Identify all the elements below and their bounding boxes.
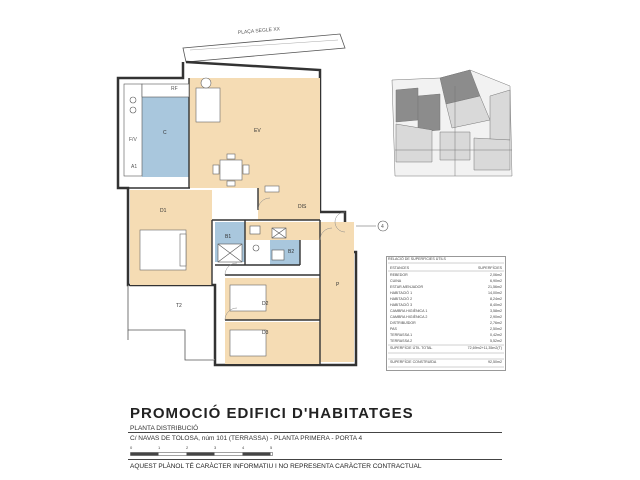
page-title: PROMOCIÓ EDIFICI D'HABITATGES	[130, 405, 414, 422]
scale-tick-label: 3	[214, 445, 217, 450]
total-value: 72,69m2+11,35m2(T)	[467, 346, 502, 350]
room-area: 2,50m2	[490, 327, 502, 331]
room-name: CUINA	[390, 279, 402, 283]
bed-3	[230, 330, 266, 356]
room-label-bath-1: B1	[225, 234, 232, 240]
scale-tick-label: 1	[158, 445, 161, 450]
table-title: RELACIÓ DE SUPERFÍCIES ÚTILS	[388, 257, 446, 261]
scale-tick-label: 4	[242, 445, 245, 450]
room-name: REBEDOR	[390, 273, 408, 277]
room-area: 14,00m2	[488, 291, 502, 295]
room-label-bedroom-2: D2	[262, 301, 269, 307]
built-value: 92,50m2	[488, 360, 502, 364]
scale-tick-label: 2	[186, 445, 189, 450]
room-area: 21,56m2	[488, 285, 502, 289]
entry-marker	[356, 221, 388, 231]
total-label: SUPERFÍCIE ÚTIL TOTAL	[390, 346, 433, 350]
street-label: PLAÇA SEGLE XX	[237, 26, 281, 36]
col-rooms-header: ESTANCES	[390, 266, 410, 270]
room-area: 8,40m2	[490, 303, 502, 307]
room-area: 2,06m2	[490, 273, 502, 277]
room-label-bedroom-3: D3	[262, 330, 269, 336]
room-name: CAMBRA HIGIÈNICA 2	[390, 315, 428, 319]
scale-tick-label: 5	[270, 445, 273, 450]
built-label: SUPERFÍCIE CONSTRUÏDA	[390, 360, 437, 364]
room-label-washer: RF	[171, 86, 178, 92]
room-area: 2,76m2	[490, 321, 502, 325]
room-label-hall: DIS	[298, 204, 307, 210]
room-area: 0,42m2	[490, 333, 502, 337]
room-label-bedroom-main: D1	[160, 208, 167, 214]
room-label-fridge: F/V	[129, 137, 137, 143]
room-label-kitchen: C	[163, 130, 167, 136]
room-name: PAS	[390, 327, 397, 331]
kitchen-area	[142, 97, 189, 177]
plan-subtitle: PLANTA DISTRIBUCIÓ	[130, 425, 199, 432]
room-area: 6,90m2	[490, 279, 502, 283]
table-frame	[386, 256, 506, 371]
room-area: 5,52m2	[490, 339, 502, 343]
address: C/ NAVAS DE TOLOSA, núm 101 (TERRASSA) - PLANTA PRIMERA - PORTA 4	[130, 435, 363, 442]
room-name: HABITACIÓ 3	[390, 303, 413, 307]
room-label-terrace: T2	[176, 303, 182, 309]
room-name: TERRASSA 1	[390, 333, 413, 337]
room-label-passage: P	[336, 282, 340, 288]
disclaimer: AQUEST PLÀNOL TÉ CARÀCTER INFORMATIU I NO REPRESENTA CARÀCTER CONTRACTUAL	[130, 463, 422, 470]
room-name: TERRASSA 2	[390, 339, 413, 343]
room-name: DISTRIBUÏDOR	[390, 321, 416, 325]
orientation-marker: 4	[381, 224, 384, 230]
street-terrace	[183, 26, 345, 62]
location-context-plan	[392, 70, 512, 176]
scale-tick-label: 0	[130, 445, 133, 450]
divider	[128, 432, 502, 433]
room-name: CAMBRA HIGIÈNICA 1	[390, 309, 428, 313]
room-area: 3,58m2	[490, 309, 502, 313]
bed-2	[230, 285, 266, 311]
bed-main	[140, 230, 186, 270]
room-label-bath-2: B2	[288, 249, 295, 255]
divider	[128, 459, 502, 460]
col-surfaces-header: SUPERFÍCIES	[478, 266, 502, 270]
room-area: 2,90m2	[490, 315, 502, 319]
room-name: HABITACIÓ 1	[390, 291, 413, 295]
room-name: ESTAR-MENJADOR	[390, 285, 424, 289]
scale-bar	[130, 445, 310, 459]
room-area: 8,24m2	[490, 297, 502, 301]
hall-area	[258, 188, 320, 220]
room-label-living: EV	[254, 128, 261, 134]
passage-area	[320, 222, 354, 362]
terrace-2	[128, 285, 215, 360]
room-label-appliance: A1	[131, 164, 138, 170]
room-name: HABITACIÓ 2	[390, 297, 413, 301]
